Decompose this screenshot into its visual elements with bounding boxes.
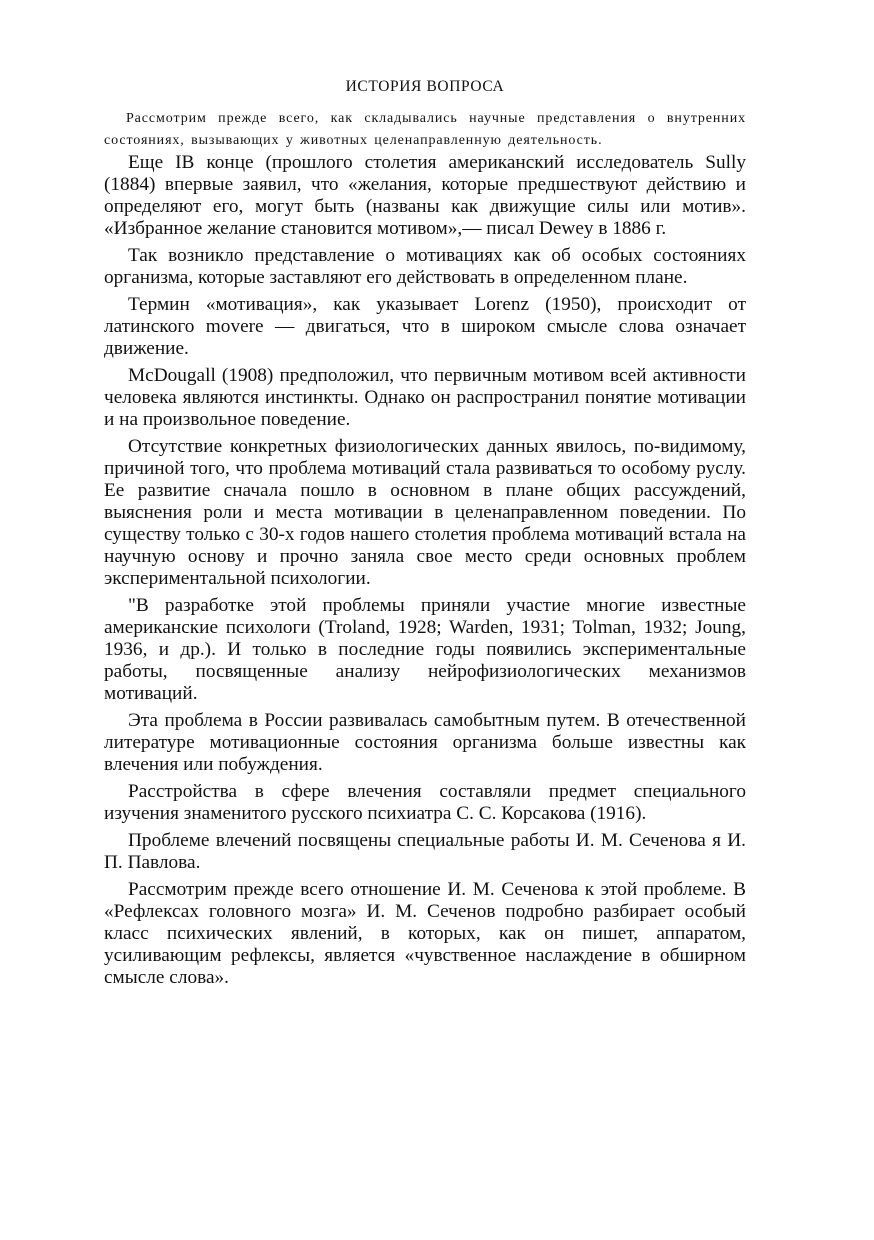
paragraph-lorenz: Термин «мотивация», как указывает Lorenz (1950), происходит от латинского movere — двигаться, что в широком смысле слова означает движение. <box>104 294 746 359</box>
paragraph-sechenov-pavlov: Проблеме влечений посвящены специальные работы И. М. Сеченова я И. П. Павлова. <box>104 830 746 873</box>
paragraph-korsakov: Расстройства в сфере влечения составляли предмет специального изучения знаменитого русского психиатра С. С. Корсакова (1916). <box>104 781 746 824</box>
paragraph-sechenov-reflexes: Рассмотрим прежде всего отношение И. М. Сеченова к этой проблеме. В «Рефлексах головного мозга» И. М. Сеченов подробно разбирает особый класс психических явлений, в которых, как он пишет, аппаратом, усиливающим рефлексы, является «чувственное наслаждение в обширном смысле слова». <box>104 879 746 988</box>
intro-paragraph: Рассмотрим прежде всего, как складывались научные представления о внутренних состояниях, вызывающих у животных целенаправленную деятельность. <box>104 111 746 148</box>
paragraph-american-psychologists: "В разработке этой проблемы приняли участие многие известные американские психологи (Troland, 1928; Warden, 1931; Tolman, 1932; Joung, 1936, и др.). И только в последние годы появились экспериментальные работы, посвященные анализу нейрофизиологических механизмов мотиваций. <box>104 595 746 704</box>
paragraph-russia: Эта проблема в России развивалась самобытным путем. В отечественной литературе мотивационные состояния организма больше известны как влечения или побуждения. <box>104 710 746 775</box>
section-title: ИСТОРИЯ ВОПРОСА <box>345 78 505 95</box>
paragraph-sully: Еще IB конце (прошлого столетия американский исследователь Sully (1884) впервые заявил, что «желания, которые предшествуют действию и определяют его, могут быть (названы как движущие силы или мотив». «Избранное желание становится мотивом»,— писал Dewey в 1886 г. <box>104 152 746 239</box>
paragraph-mcdougall: McDougall (1908) предположил, что первичным мотивом всей активности человека являются инстинкты. Однако он распространил понятие мотивации и на произвольное поведение. <box>104 365 746 430</box>
document-page <box>104 78 746 994</box>
paragraph-physiology: Отсутствие конкретных физиологических данных явилось, по-видимому, причиной того, что проблема мотиваций стала развиваться то особому руслу. Ее развитие сначала пошло в основном в плане общих рассуждений, выяснения роли и места мотивации в целенаправленном поведении. По существу только с 30-х годов нашего столетия проблема мотиваций встала на научную основу и прочно заняла свое место среди основных проблем экспериментальной психологии. <box>104 436 746 589</box>
paragraph-motivation-origin: Так возникло представление о мотивациях как об особых состояниях организма, которые заставляют его действовать в определенном плане. <box>104 245 746 288</box>
